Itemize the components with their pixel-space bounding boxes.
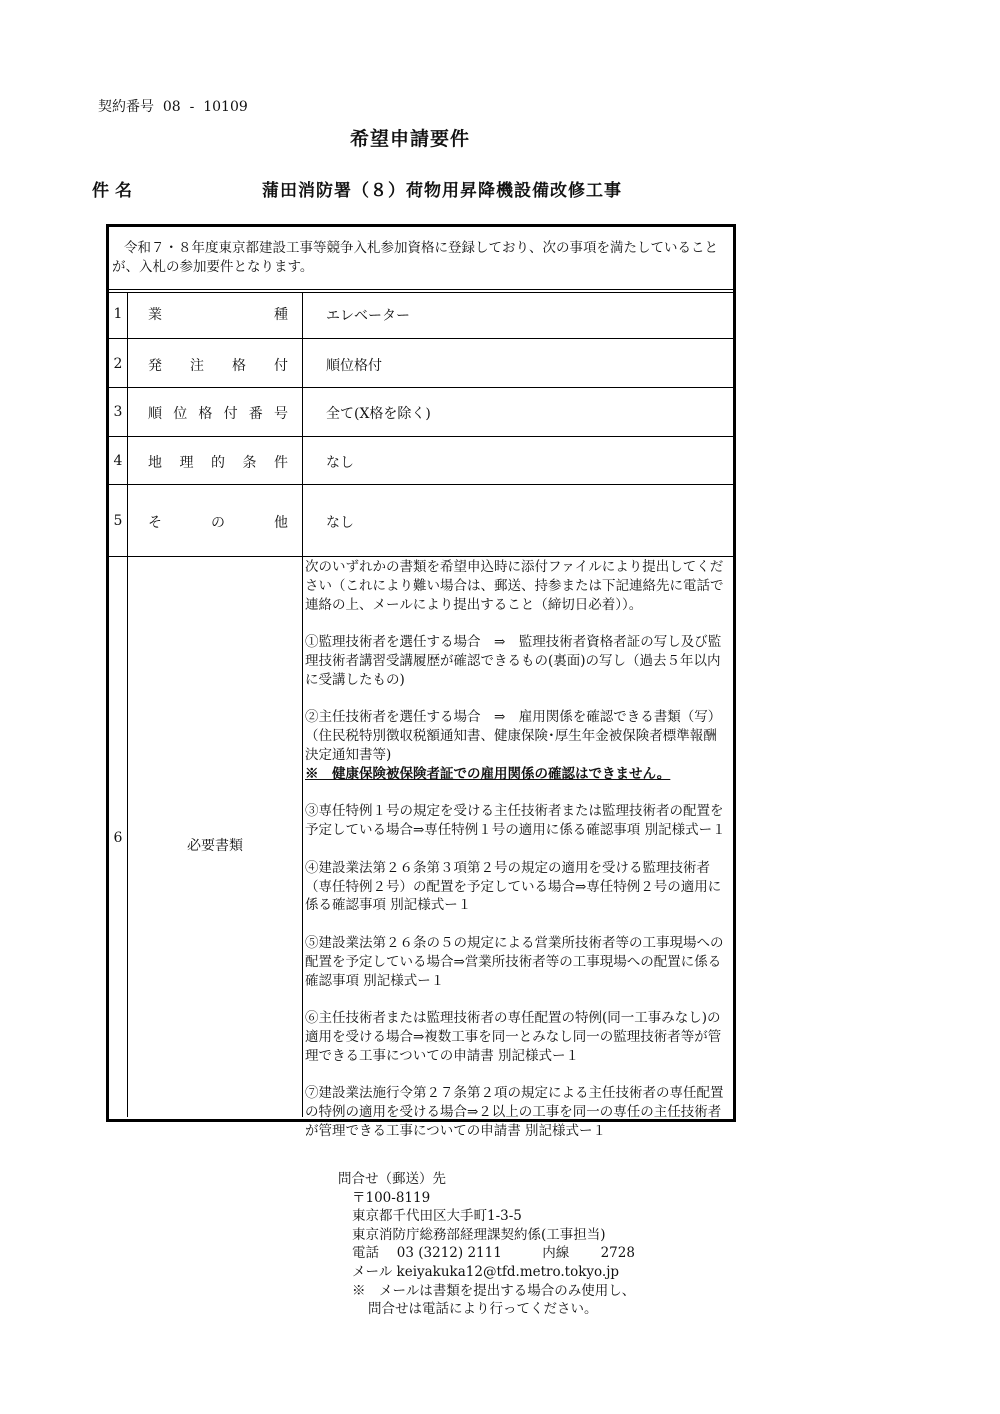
label-char: 位 (173, 406, 188, 422)
label-char: 種 (274, 307, 288, 323)
label-char: 順 (148, 406, 162, 422)
row-number: 6 (113, 830, 123, 846)
intro-text: 令和７・８年度東京都建設工事等競争入札参加資格に登録しており、次の事項を満たしていることが、入札の参加要件となります。 (112, 240, 718, 275)
row-number: 3 (113, 404, 123, 420)
row-divider (109, 556, 733, 557)
required-docs-item: ②主任技術者を選任する場合 ⇒ 雇用関係を確認できる書類（写）（住民税特別徴収税額通知書、健康保険･厚生年金被保険者標準報酬決定通知書等) (305, 709, 722, 763)
row-label-order-rank (148, 355, 288, 375)
required-docs-item: ⑥主任技術者または監理技術者の専任配置の特例(同一工事みなし)の適用を受ける場合⇒複数工事を同一とみなし同一の監理技術者等が管理できる工事についての申請書 別記様式ー１ (305, 1010, 722, 1064)
contact-phone: 電話 03 (3212) 2111 内線 2728 (352, 1245, 635, 1262)
row-label-industry (148, 304, 288, 324)
contact-note: 問合せは電話により行ってください。 (368, 1301, 598, 1318)
row-number: 2 (113, 356, 123, 372)
column-divider (127, 293, 128, 1117)
column-divider (302, 293, 303, 1117)
label-char: 条 (242, 455, 257, 471)
contact-email[interactable]: メール keiyakuka12@tfd.metro.tokyo.jp (352, 1263, 620, 1280)
row-value-geographic: なし (326, 455, 354, 471)
case-label: 件名 (92, 181, 138, 201)
row-label-other (148, 512, 288, 532)
label-char: 他 (274, 515, 288, 531)
row-divider (109, 387, 733, 388)
contact-note: ※ メールは書類を提出する場合のみ使用し、 (352, 1282, 636, 1299)
required-docs-item: ④建設業法第２６条第３項第２号の規定の適用を受ける監理技術者（専任特例２号）の配置を予定している場合⇒専任特例２号の適用に係る確認事項 別記様式ー１ (305, 859, 722, 914)
required-docs-item: ①監理技術者を選任する場合 ⇒ 監理技術者資格者証の写し及び監理技術者講習受講履歴が確認できるもの(裏面)の写し（過去５年以内に受講したもの) (305, 634, 722, 688)
case-name: 蒲田消防署（８）荷物用昇降機設備改修工事 (262, 181, 622, 201)
label-char: 付 (274, 358, 288, 374)
label-char: 格 (198, 406, 213, 422)
label-char: 付 (223, 406, 238, 422)
label-char: 理 (179, 455, 194, 471)
row-divider (109, 436, 733, 437)
contact-postal: 〒100-8119 (352, 1189, 431, 1206)
label-char: そ (148, 515, 162, 531)
row-label-required-docs: 必要書類 (187, 838, 243, 854)
row-value-order-rank: 順位格付 (326, 358, 382, 374)
label-char: 注 (190, 358, 204, 374)
row-label-rank-number (148, 403, 288, 423)
contact-block (338, 1170, 635, 1319)
row-divider (109, 338, 733, 339)
required-docs-item: ⑦建設業法施行令第２７条第２項の規定による主任技術者の専任配置の特例の適用を受ける場合⇒２以上の工事を同一の専任の主任技術者が管理できる工事についての申請書 別記様式ー１ (305, 1085, 724, 1139)
label-char: 業 (148, 307, 162, 323)
row-number: 5 (113, 513, 123, 529)
contact-address: 東京都千代田区大手町1-3-5 (352, 1208, 522, 1225)
required-docs-intro: 次のいずれかの書類を希望申込時に添付ファイルにより提出してください（これにより難い場合は、郵送、持参または下記連絡先に電話で連絡の上、メールにより提出すること（締切日必着））。 (305, 559, 724, 613)
label-char: 的 (211, 455, 225, 471)
label-char: 発 (148, 358, 162, 374)
contact-department: 東京消防庁総務部経理課契約係(工事担当) (352, 1226, 606, 1243)
label-char: 番 (248, 406, 263, 422)
contract-number: 契約番号 08 - 10109 (98, 99, 248, 115)
required-docs-item: ⑤建設業法第２６条の５の規定による営業所技術者等の工事現場への配置を予定している場合⇒営業所技術者等の工事現場への配置に係る確認事項 別記様式ー１ (305, 934, 724, 989)
row-label-geographic (148, 452, 288, 472)
required-docs-warning: ※ 健康保険被保険者証での雇用関係の確認はできません。 (305, 765, 671, 782)
row-number: 4 (113, 453, 123, 469)
label-char: の (211, 515, 225, 531)
row-value-other: なし (326, 515, 354, 531)
page-title: 希望申請要件 (349, 128, 470, 150)
required-docs-content (305, 558, 727, 1160)
contact-heading: 問合せ（郵送）先 (338, 1171, 446, 1187)
row-value-rank-number: 全て(X格を除く) (326, 406, 431, 422)
row-value-industry: エレベーター (326, 308, 410, 324)
row-divider (109, 484, 733, 485)
label-char: 地 (148, 455, 162, 471)
label-char: 件 (274, 455, 288, 471)
label-char: 号 (273, 406, 288, 422)
row-number: 1 (113, 306, 123, 322)
divider (109, 289, 733, 290)
label-char: 格 (232, 358, 246, 374)
divider (109, 292, 733, 293)
required-docs-item: ③専任特例１号の規定を受ける主任技術者または監理技術者の配置を予定している場合⇒専任特例１号の適用に係る確認事項 別記様式ー１ (305, 803, 726, 839)
